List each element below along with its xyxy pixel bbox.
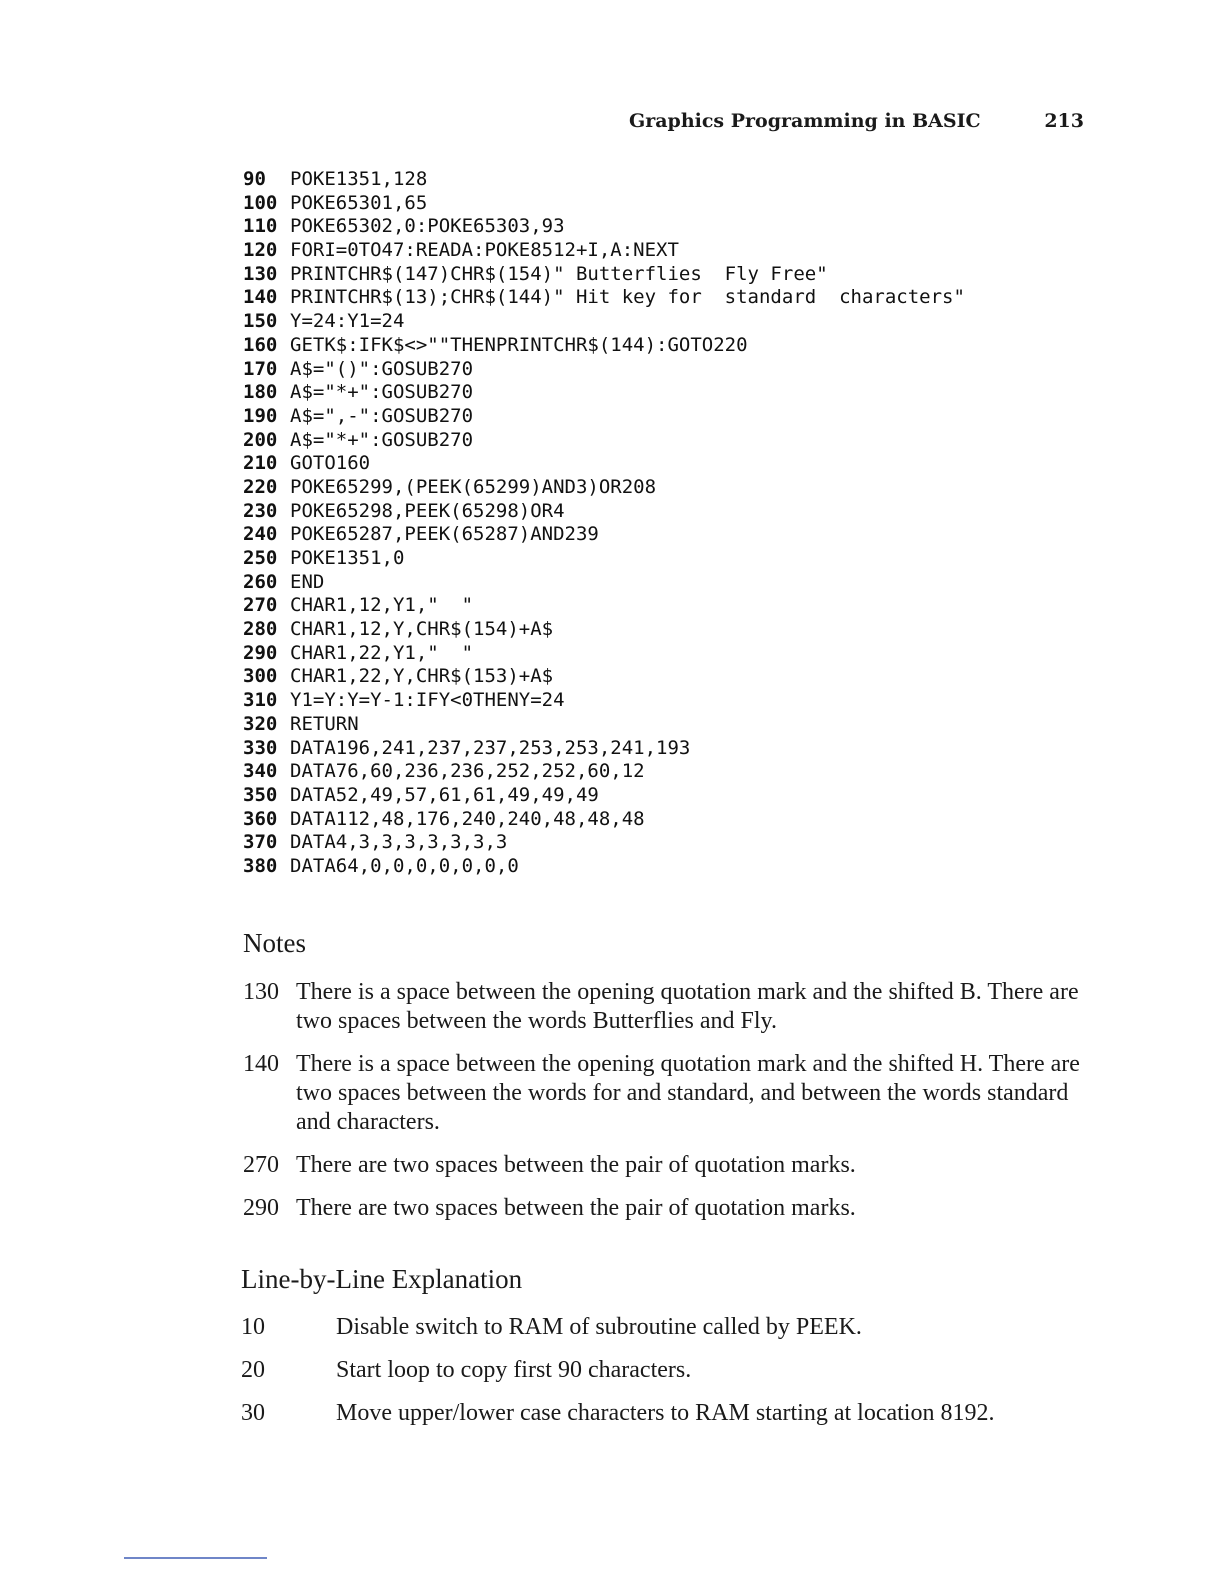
code-statement: POKE65302,0:POKE65303,93: [290, 215, 565, 238]
code-line-number: 340: [243, 760, 278, 783]
code-line-number: 90: [243, 168, 266, 190]
code-line-number: 220: [243, 475, 278, 498]
code-line: [243, 689, 1143, 713]
notes-list: [243, 978, 1103, 1237]
code-statement: CHAR1,22,Y,CHR$(153)+A$: [290, 665, 554, 688]
code-statement: DATA76,60,236,236,252,252,60,12: [290, 760, 645, 783]
code-statement: Y1=Y:Y=Y-1:IFY<0THENY=24: [290, 689, 565, 712]
code-statement: PRINTCHR$(147)CHR$(154)" Butterflies Fly Free": [290, 262, 828, 285]
code-statement: Y=24:Y1=24: [290, 310, 405, 333]
code-line: [243, 737, 1143, 761]
code-line-number: 240: [243, 523, 278, 546]
code-line: [243, 831, 1143, 855]
explanation-item: [241, 1356, 1121, 1385]
code-line: [243, 594, 1143, 618]
code-statement: CHAR1,12,Y,CHR$(154)+A$: [290, 618, 554, 641]
code-line: [243, 476, 1143, 500]
basic-code-listing: [243, 168, 1143, 879]
code-line: [243, 429, 1143, 453]
code-line-number: 380: [243, 854, 278, 877]
code-line: [243, 358, 1143, 382]
code-line: [243, 500, 1143, 524]
code-line-number: 370: [243, 831, 278, 854]
code-line: [243, 665, 1143, 689]
code-line-number: 150: [243, 310, 278, 333]
code-line-number: 270: [243, 594, 278, 617]
explanation-text: Start loop to copy first 90 characters.: [336, 1357, 692, 1383]
code-line: [243, 192, 1143, 216]
code-statement: A$="()":GOSUB270: [290, 357, 474, 380]
code-line: [243, 784, 1143, 808]
note-text: There is a space between the opening quotation mark and the shifted H. There are two spaces between the words for and standard, and between the words standard and characters.: [296, 1051, 1080, 1135]
note-line-number: 140: [243, 1051, 279, 1077]
note-text: There is a space between the opening quotation mark and the shifted B. There are two spaces between the words Butterflies and Fly.: [296, 979, 1079, 1034]
note-line-number: 290: [243, 1195, 279, 1221]
code-line-number: 360: [243, 807, 278, 830]
code-line-number: 210: [243, 452, 278, 475]
note-text: There are two spaces between the pair of quotation marks.: [296, 1195, 856, 1221]
note-line-number: 270: [243, 1152, 279, 1178]
note-item: [243, 978, 1103, 1036]
footnote-rule: [124, 1557, 267, 1559]
code-line: [243, 452, 1143, 476]
code-statement: POKE1351,0: [290, 547, 405, 569]
explanation-item: [241, 1399, 1121, 1428]
note-line-number: 130: [243, 979, 279, 1005]
code-line: [243, 381, 1143, 405]
note-item: [243, 1151, 1103, 1180]
code-line: [243, 334, 1143, 358]
page-number: 213: [1044, 110, 1084, 132]
code-line-number: 160: [243, 333, 278, 356]
code-line-number: 100: [243, 191, 278, 214]
code-statement: GETK$:IFK$<>""THENPRINTCHR$(144):GOTO220: [290, 333, 748, 356]
code-line: [243, 523, 1143, 547]
explanation-line-number: 20: [241, 1357, 265, 1383]
code-statement: DATA112,48,176,240,240,48,48,48: [290, 807, 645, 830]
code-line-number: 180: [243, 381, 278, 404]
code-line-number: 280: [243, 618, 278, 641]
explanation-text: Disable switch to RAM of subroutine called by PEEK.: [336, 1314, 862, 1340]
code-line-number: 320: [243, 712, 278, 735]
explanation-heading: Line-by-Line Explanation: [241, 1264, 523, 1294]
explanation-text: Move upper/lower case characters to RAM starting at location 8192.: [336, 1400, 995, 1426]
code-line: [243, 286, 1143, 310]
code-statement: POKE65287,PEEK(65287)AND239: [290, 523, 599, 546]
code-statement: POKE65301,65: [290, 191, 428, 214]
code-statement: DATA4,3,3,3,3,3,3,3: [290, 831, 508, 854]
code-statement: A$="*+":GOSUB270: [290, 381, 474, 404]
code-line: [243, 713, 1143, 737]
code-line-number: 130: [243, 262, 278, 285]
code-line-number: 110: [243, 215, 278, 238]
code-statement: POKE65298,PEEK(65298)OR4: [290, 499, 565, 522]
code-statement: A$="*+":GOSUB270: [290, 428, 474, 451]
explanation-line-number: 10: [241, 1314, 265, 1340]
code-line-number: 310: [243, 689, 278, 712]
code-line-number: 120: [243, 239, 278, 262]
code-line: [243, 642, 1143, 666]
code-line-number: 230: [243, 499, 278, 522]
code-line-number: 290: [243, 641, 278, 664]
code-line: [243, 547, 1143, 571]
code-line-number: 190: [243, 404, 278, 427]
code-line: [243, 760, 1143, 784]
code-statement: GOTO160: [290, 452, 371, 475]
note-item: [243, 1050, 1103, 1137]
explanation-item: [241, 1313, 1121, 1342]
code-statement: END: [290, 570, 325, 593]
code-statement: CHAR1,12,Y1," ": [290, 594, 474, 617]
code-statement: DATA196,241,237,237,253,253,241,193: [290, 736, 691, 759]
code-statement: A$=",-":GOSUB270: [290, 404, 474, 427]
code-statement: PRINTCHR$(13);CHR$(144)" Hit key for standard characters": [290, 286, 965, 309]
code-statement: DATA52,49,57,61,61,49,49,49: [290, 783, 599, 806]
code-line: [243, 239, 1143, 263]
code-line: [243, 618, 1143, 642]
note-item: [243, 1194, 1103, 1223]
code-statement: FORI=0TO47:READA:POKE8512+I,A:NEXT: [290, 239, 679, 262]
note-text: There are two spaces between the pair of quotation marks.: [296, 1152, 856, 1178]
code-statement: CHAR1,22,Y1," ": [290, 641, 474, 664]
code-statement: DATA64,0,0,0,0,0,0,0: [290, 854, 519, 877]
code-line-number: 250: [243, 547, 278, 569]
code-line-number: 300: [243, 665, 278, 688]
code-line: [243, 263, 1143, 287]
code-line-number: 200: [243, 428, 278, 451]
code-statement: POKE1351,128: [290, 168, 428, 190]
code-statement: RETURN: [290, 712, 359, 735]
running-head-title: Graphics Programming in BASIC: [629, 110, 981, 132]
code-line: [243, 571, 1143, 595]
code-line-number: 260: [243, 570, 278, 593]
code-line: [243, 310, 1143, 334]
code-line-number: 140: [243, 286, 278, 309]
code-line: [243, 808, 1143, 832]
code-line-number: 350: [243, 783, 278, 806]
code-line: [243, 215, 1143, 239]
code-line-number: 330: [243, 736, 278, 759]
explanation-line-number: 30: [241, 1400, 265, 1426]
code-statement: POKE65299,(PEEK(65299)AND3)OR208: [290, 475, 657, 498]
code-line: [243, 405, 1143, 429]
explanation-list: [241, 1313, 1121, 1442]
code-line: [243, 168, 1143, 192]
notes-heading: Notes: [243, 928, 306, 958]
code-line-number: 170: [243, 357, 278, 380]
code-line: [243, 855, 1143, 879]
